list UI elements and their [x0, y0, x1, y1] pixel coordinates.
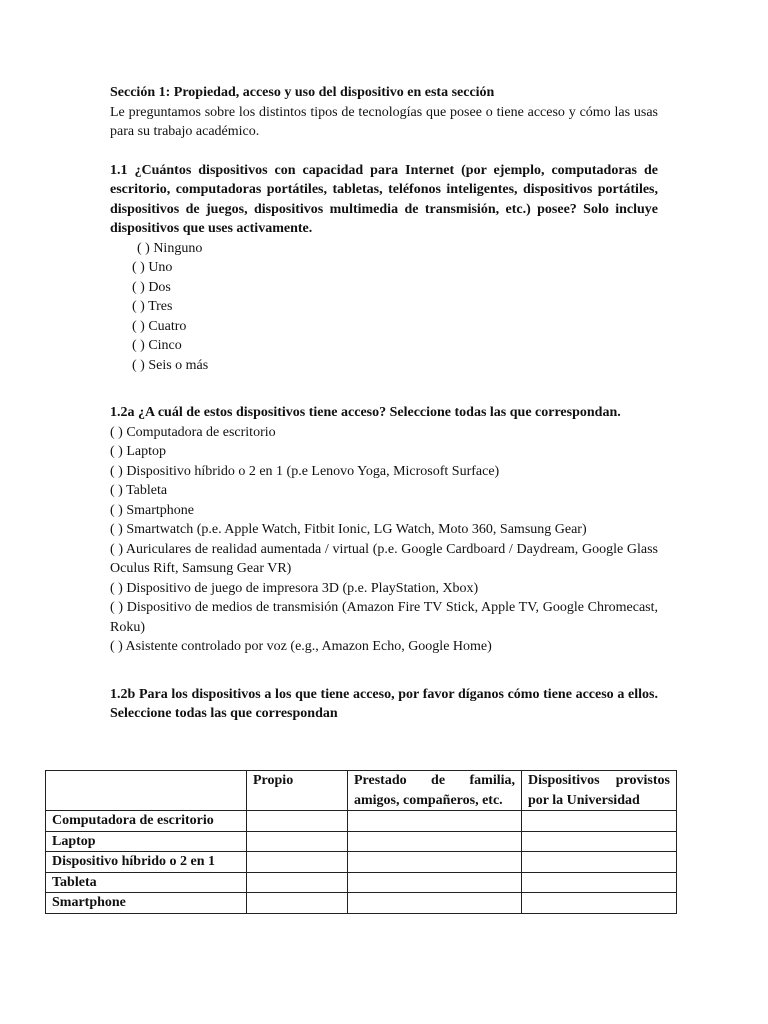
option[interactable]: ( ) Ninguno: [137, 240, 203, 256]
cell-universidad[interactable]: [522, 893, 677, 914]
row-label: Laptop: [46, 831, 247, 852]
cell-propio[interactable]: [247, 872, 348, 893]
cell-universidad[interactable]: [522, 811, 677, 832]
cell-prestado[interactable]: [348, 893, 522, 914]
question-1-2a: 1.2a ¿A cuál de estos dispositivos tiene acceso? Seleccione todas las que correspondan.: [110, 405, 621, 420]
option[interactable]: ( ) Tableta: [110, 483, 168, 498]
table-row: [46, 872, 677, 893]
cell-universidad[interactable]: [522, 831, 677, 852]
option[interactable]: ( ) Smartphone: [110, 502, 194, 518]
table-row: [46, 893, 677, 914]
document-page: [110, 83, 658, 724]
option[interactable]: ( ) Auriculares de realidad aumentada / virtual (p.e. Google Cardboard / Daydream, Google Glass Oculus Rift, Samsung Gear VR): [110, 541, 658, 576]
table-header-empty: [46, 771, 247, 811]
cell-propio[interactable]: [247, 831, 348, 852]
cell-propio[interactable]: [247, 893, 348, 914]
table-row: [46, 811, 677, 832]
question-1-1: 1.1 ¿Cuántos dispositivos con capacidad para Internet (por ejemplo, computadoras de escritorio, computadoras portátiles, tabletas, teléfonos inteligentes, dispositivos portátiles, dispositivos de juegos, dispositivos multimedia de transmisión, etc.) posee? Solo incluye dispositivos que uses activamente.: [110, 162, 658, 236]
table-row: [46, 852, 677, 873]
option[interactable]: ( ) Dispositivo de juego de impresora 3D (p.e. PlayStation, Xbox): [110, 580, 479, 596]
table-header-propio: Propio: [247, 771, 348, 811]
row-label: Dispositivo híbrido o 2 en 1: [46, 852, 247, 873]
table-row: [46, 831, 677, 852]
section-title: Sección 1: Propiedad, acceso y uso del dispositivo en esta sección: [110, 85, 495, 100]
cell-propio[interactable]: [247, 811, 348, 832]
row-label: Tableta: [46, 872, 247, 893]
option[interactable]: ( ) Computadora de escritorio: [110, 424, 276, 440]
option[interactable]: ( ) Seis o más: [132, 357, 209, 373]
option[interactable]: ( ) Uno: [132, 260, 173, 275]
question-1-1-options: [110, 239, 658, 376]
cell-prestado[interactable]: [348, 831, 522, 852]
option[interactable]: ( ) Asistente controlado por voz (e.g., Amazon Echo, Google Home): [110, 639, 492, 654]
table-header-universidad: Dispositivos provistos por la Universidad: [522, 771, 677, 811]
option[interactable]: ( ) Tres: [132, 299, 173, 314]
option[interactable]: ( ) Laptop: [110, 444, 166, 459]
cell-universidad[interactable]: [522, 852, 677, 873]
option[interactable]: ( ) Smartwatch (p.e. Apple Watch, Fitbit Ionic, LG Watch, Moto 360, Samsung Gear): [110, 522, 587, 537]
row-label: Computadora de escritorio: [46, 811, 247, 832]
option[interactable]: ( ) Dispositivo de medios de transmisión (Amazon Fire TV Stick, Apple TV, Google Chromecast, Roku): [110, 600, 658, 635]
table-header-row: [46, 771, 677, 811]
access-table: [45, 770, 677, 914]
option[interactable]: ( ) Dispositivo híbrido o 2 en 1 (p.e Lenovo Yoga, Microsoft Surface): [110, 463, 500, 479]
section-intro: Le preguntamos sobre los distintos tipos de tecnologías que posee o tiene acceso y cómo las usas para su trabajo académico.: [110, 104, 658, 139]
option[interactable]: ( ) Dos: [132, 279, 171, 295]
cell-prestado[interactable]: [348, 872, 522, 893]
option[interactable]: ( ) Cuatro: [132, 318, 187, 334]
cell-universidad[interactable]: [522, 872, 677, 893]
cell-prestado[interactable]: [348, 852, 522, 873]
cell-prestado[interactable]: [348, 811, 522, 832]
cell-propio[interactable]: [247, 852, 348, 873]
question-1-2b: 1.2b Para los dispositivos a los que tiene acceso, por favor díganos cómo tiene acceso a ellos. Seleccione todas las que correspondan: [110, 686, 658, 721]
question-1-2a-options: [110, 423, 658, 657]
table-header-prestado: Prestado de familia, amigos, compañeros, etc.: [348, 771, 522, 811]
row-label: Smartphone: [46, 893, 247, 914]
option[interactable]: ( ) Cinco: [132, 338, 182, 353]
